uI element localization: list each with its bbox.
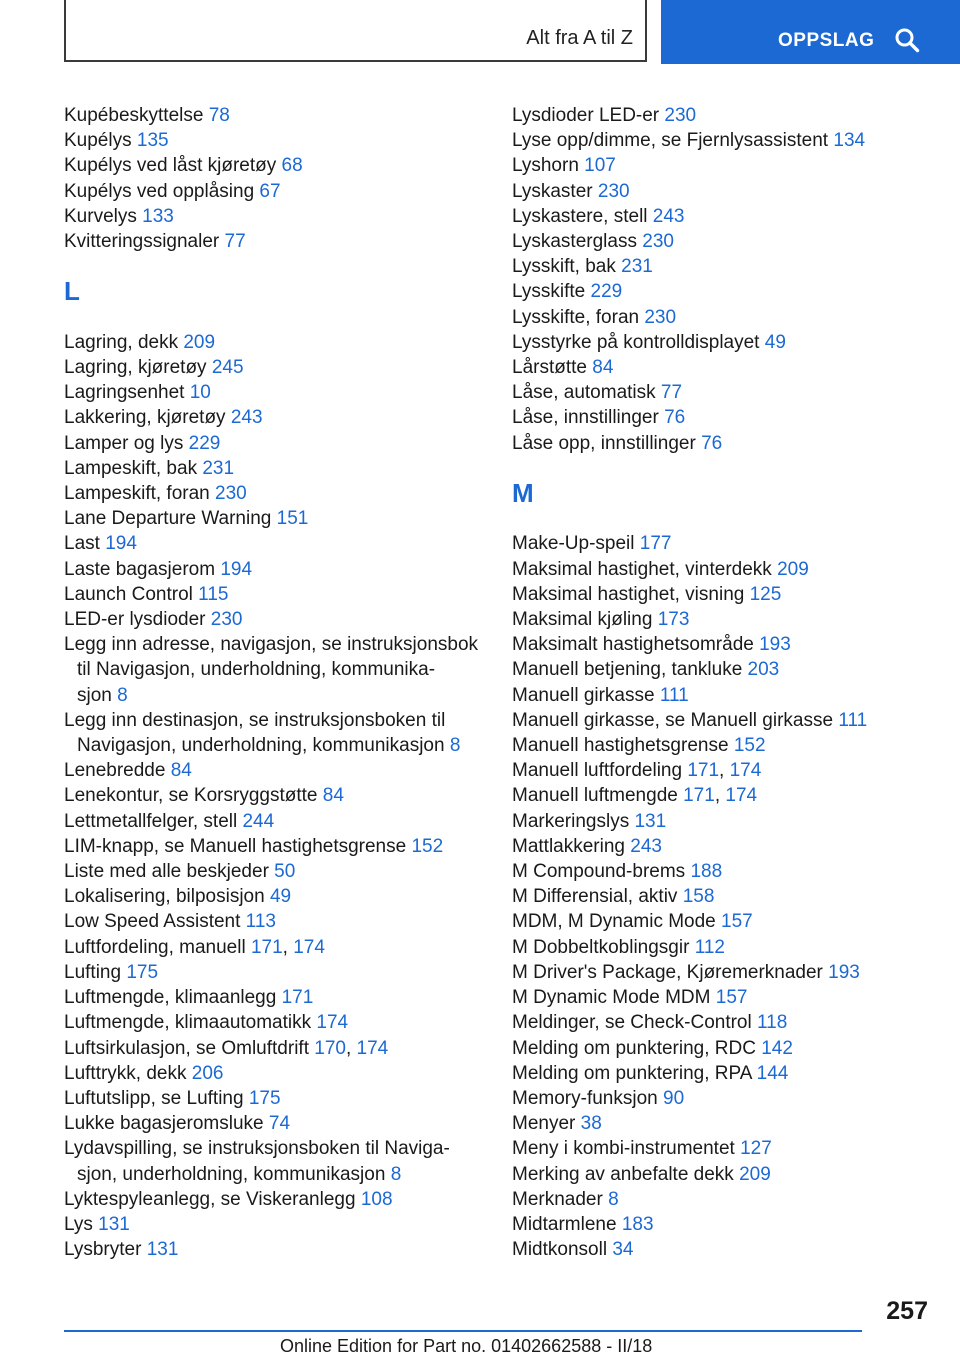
index-entry-term: Manuell girkasse, se Manuell girkasse (512, 709, 839, 731)
index-entry-term: Manuell luftfordeling (512, 760, 688, 782)
index-entry (512, 708, 942, 733)
index-entry (512, 632, 942, 657)
index-entry (512, 1036, 942, 1061)
index-entry-term: Make-Up-speil (512, 533, 640, 555)
index-entry (512, 1111, 942, 1136)
index-entry (512, 582, 942, 607)
page-link[interactable]: 183 (621, 1213, 654, 1235)
page-link[interactable]: 68 (281, 155, 303, 177)
index-entry-term: Maksimal kjøling (512, 609, 658, 631)
page-link[interactable]: 209 (739, 1163, 771, 1185)
index-entry (64, 1187, 494, 1212)
page-link[interactable]: 158 (682, 886, 715, 908)
index-entry-term: Kupélys ved opplåsing (64, 180, 260, 202)
index-entry (512, 128, 942, 153)
page-link[interactable]: 142 (761, 1037, 793, 1059)
page-link[interactable]: 175 (248, 1087, 281, 1109)
page-link[interactable]: 174 (356, 1037, 389, 1059)
page-link[interactable]: 171 (687, 760, 720, 782)
index-entry (64, 1237, 494, 1262)
page-link[interactable]: 76 (701, 432, 723, 454)
page-link[interactable]: 171 (250, 936, 283, 958)
index-entry (64, 380, 494, 405)
index-entry-term: Kupélys ved låst kjøretøy (64, 155, 282, 177)
index-entry (64, 1212, 494, 1237)
index-entry (512, 355, 942, 380)
index-entry (64, 809, 494, 834)
index-entry-term: Midtkonsoll (512, 1239, 613, 1261)
index-entry (512, 1086, 942, 1111)
index-entry-term: Lyskasterglass (512, 231, 643, 253)
page-link[interactable]: 171 (281, 987, 314, 1009)
index-entry-term: Lyktespyleanlegg, se Viskeranlegg (64, 1188, 361, 1210)
index-entry (64, 506, 494, 531)
index-entry-term: Laste bagasjerom (64, 558, 221, 580)
index-entry (64, 204, 494, 229)
page-link[interactable]: 111 (659, 684, 689, 706)
page-link[interactable]: 229 (590, 281, 623, 303)
page-link[interactable]: 243 (652, 205, 685, 227)
index-entry-term: MDM, M Dynamic Mode (512, 911, 722, 933)
page-link[interactable]: 170 (314, 1037, 346, 1059)
page-link[interactable]: 231 (621, 256, 653, 278)
index-entry-term: Lenebredde (64, 760, 171, 782)
page-link[interactable]: 244 (242, 810, 275, 832)
page-link[interactable]: 67 (259, 180, 281, 202)
page-link[interactable]: 78 (208, 105, 230, 126)
index-entry (512, 229, 942, 254)
page-link[interactable]: 230 (597, 180, 630, 202)
index-entry (64, 582, 494, 607)
index-entry (512, 153, 942, 178)
index-entry (64, 632, 494, 708)
index-entry-term: M Dynamic Mode MDM (512, 987, 716, 1009)
page-number: 257 (886, 1297, 928, 1325)
index-entry (512, 809, 942, 834)
index-entry (64, 1136, 494, 1186)
page-link[interactable]: 49 (269, 886, 292, 908)
page-link[interactable]: 8 (449, 735, 461, 757)
index-entry-term: Lampeskift, bak (64, 457, 203, 479)
index-entry (64, 1086, 494, 1111)
index-entry-term: M Driver's Package, Kjøremerknader (512, 961, 829, 983)
index-entry (512, 1162, 942, 1187)
index-entry (64, 758, 494, 783)
page-link[interactable]: 111 (838, 709, 868, 731)
index-entry (512, 607, 942, 632)
index-entry-term: Lagring, kjøretøy (64, 357, 212, 379)
page-link[interactable]: 157 (721, 911, 753, 933)
index-letter-heading: M (512, 477, 534, 508)
index-entry (64, 531, 494, 556)
index-entry-term: Lagringsenhet (64, 382, 190, 404)
page-link[interactable]: 8 (117, 684, 128, 706)
page-link[interactable]: 245 (211, 357, 244, 379)
page-link[interactable]: 134 (833, 130, 866, 152)
index-entry-term: Lenekontur, se Korsryggstøtte (64, 785, 323, 807)
index-entry (512, 884, 942, 909)
index-entry (64, 431, 494, 456)
index-entry (512, 960, 942, 985)
index-entry-term: LED-er lysdioder (64, 609, 211, 631)
index-entry (64, 153, 494, 178)
page-link[interactable]: 107 (584, 155, 616, 177)
index-entry-term: Kurvelys (64, 205, 143, 227)
page-link[interactable]: 50 (274, 861, 296, 883)
index-entry-term: Lufttrykk, dekk (64, 1062, 192, 1084)
page-link[interactable]: 135 (136, 130, 169, 152)
index-entry (512, 1187, 942, 1212)
index-entry-term: Låse opp, innstillinger (512, 432, 702, 454)
index-entry-term: M Dobbeltkoblingsgir (512, 936, 695, 958)
index-entry-term: Lane Departure Warning (64, 508, 277, 530)
index-entry (64, 1111, 494, 1136)
index-entry-term: Lagring, dekk (64, 331, 184, 353)
page-link[interactable]: 152 (733, 735, 766, 757)
index-entry-term: Lokalisering, bilposisjon (64, 886, 270, 908)
index-entry-term: Melding om punktering, RPA (512, 1062, 757, 1084)
index-entry-term: LIM-knapp, se Manuell hastighetsgrense (64, 835, 412, 857)
index-entry-term: Låse, automatisk (512, 382, 661, 404)
index-entry-term: Lysbryter (64, 1239, 147, 1261)
page-link[interactable]: 193 (759, 634, 791, 656)
index-entry (512, 103, 942, 128)
index-entry-term: Lamper og lys (64, 432, 189, 454)
page-link[interactable]: 175 (126, 961, 159, 983)
index-entry-term: Legg inn destinasjon, se instruksjonsboken til Navigasjon, underholdning, kommunikasjon (64, 709, 446, 757)
page-link[interactable]: 188 (690, 861, 723, 883)
page-link[interactable]: 131 (98, 1213, 130, 1235)
page-link[interactable]: 77 (660, 382, 683, 404)
index-entry-term: Lyskaster (512, 180, 598, 202)
index-column-right (512, 103, 942, 1262)
index-entry (512, 1061, 942, 1086)
page-link[interactable]: 84 (170, 760, 192, 782)
page-link[interactable]: 194 (105, 533, 137, 555)
page-link[interactable]: 174 (729, 760, 762, 782)
index-entry (64, 456, 494, 481)
section-tab[interactable] (661, 0, 960, 64)
index-entry-term: Manuell luftmengde (512, 785, 684, 807)
page-link[interactable]: 243 (230, 407, 263, 429)
index-entry (512, 557, 942, 582)
index-entry: Luftfordeling, manuell 171, 174 (64, 936, 325, 958)
index-entry-term: Lufting (64, 961, 127, 983)
index-entry-term: Luftfordeling, manuell (64, 936, 251, 958)
index-entry-term: Manuell girkasse (512, 684, 660, 706)
index-entry (512, 683, 942, 708)
index-entry-term: Markeringslys (512, 810, 635, 832)
index-entry-term: Melding om punktering, RDC (512, 1037, 762, 1059)
index-entry (64, 330, 494, 355)
page-link[interactable]: 174 (725, 785, 758, 807)
page-link[interactable]: 206 (191, 1062, 224, 1084)
index-entry-term: Lysskifte, foran (512, 306, 645, 328)
index-entry (64, 985, 494, 1010)
index-entry-term: Maksimalt hastighetsområde (512, 634, 760, 656)
index-entry-term: Launch Control (64, 583, 199, 605)
index-entry-term: Legg inn adresse, navigasjon, se instruksjonsbok til Navigasjon, underholdning, kommunika- sjon (64, 634, 479, 706)
index-entry-term: M Differensial, aktiv (512, 886, 683, 908)
page-link[interactable]: 203 (747, 659, 780, 681)
page-link[interactable]: 112 (694, 936, 725, 958)
page-link[interactable]: 174 (316, 1012, 349, 1034)
page-link[interactable]: 174 (293, 936, 325, 958)
page-link[interactable]: 34 (612, 1239, 634, 1261)
index-entry (512, 330, 942, 355)
index-entry-term: Luftmengde, klimaautomatikk (64, 1012, 317, 1034)
footer-divider (64, 1330, 862, 1332)
index-entry (64, 481, 494, 506)
page-link[interactable]: 151 (276, 508, 309, 530)
index-entry-term: Lyse opp/dimme, se Fjernlysassistent (512, 130, 834, 152)
page-link[interactable]: 230 (642, 231, 674, 253)
index-entry-term: Lysskifte (512, 281, 591, 303)
index-entry (64, 607, 494, 632)
index-entry-term: Luftsirkulasjon, se Omluftdrift (64, 1037, 315, 1059)
page-link[interactable]: 171 (683, 785, 715, 807)
search-icon[interactable] (894, 27, 920, 53)
index-entry-term: Mattlakkering (512, 835, 631, 857)
index-entry (64, 1061, 494, 1086)
page-link[interactable]: 230 (210, 609, 243, 631)
index-entry-term: Lydavspilling, se instruksjonsboken til Naviga- sjon, underholdning, kommunikasjon (64, 1138, 450, 1185)
page-link[interactable]: 90 (663, 1087, 685, 1109)
index-entry-term: Kupébeskyttelse (64, 105, 209, 126)
page-link[interactable]: 84 (592, 357, 614, 379)
index-entry (512, 1010, 942, 1035)
index-entry-term: Menyer (512, 1113, 581, 1135)
index-entry-term: Lampeskift, foran (64, 483, 216, 505)
edition-footer: Online Edition for Part no. 01402662588 - II/18 (280, 1336, 653, 1356)
index-entry (512, 909, 942, 934)
page-link[interactable]: 177 (639, 533, 672, 555)
page-link[interactable]: 231 (202, 457, 235, 479)
index-entry (512, 204, 942, 229)
page-link[interactable]: 118 (757, 1012, 788, 1034)
index-entry (64, 834, 494, 859)
index-entry-term: Midtarmlene (512, 1213, 622, 1235)
index-entry (64, 708, 494, 758)
index-entry-term: Lysskift, bak (512, 256, 622, 278)
index-entry-term: Luftutslipp, se Lufting (64, 1087, 249, 1109)
page-link[interactable]: 38 (580, 1113, 602, 1135)
index-entry-term: Maksimal hastighet, visning (512, 583, 750, 605)
page-link[interactable]: 113 (245, 911, 276, 933)
page-link[interactable]: 230 (664, 105, 697, 126)
index-entry (64, 1010, 494, 1035)
index-entry (64, 909, 494, 934)
index-entry-term: Last (64, 533, 106, 555)
index-entry (512, 859, 942, 884)
index-column-left (64, 103, 494, 1262)
page-link[interactable]: 8 (608, 1188, 619, 1210)
chapter-tab[interactable] (64, 0, 647, 62)
index-letter-heading: L (64, 276, 80, 307)
index-entry-term: Lettmetallfelger, stell (64, 810, 243, 832)
index-entry (64, 229, 494, 254)
page-link[interactable]: 84 (322, 785, 344, 807)
index-entry-term: Lukke bagasjeromsluke (64, 1113, 269, 1135)
page-link[interactable]: 173 (657, 609, 690, 631)
index-entry-term: Kvitteringssignaler (64, 231, 225, 253)
index-entry: Manuell luftfordeling 171, 174 (512, 760, 762, 782)
page-link[interactable]: 133 (142, 205, 174, 227)
page-link[interactable]: 76 (664, 407, 686, 429)
index-entry: Manuell luftmengde 171, 174 (512, 785, 758, 807)
page-link[interactable]: 230 (644, 306, 677, 328)
index-entry (64, 960, 494, 985)
index-entry-term: Manuell hastighetsgrense (512, 735, 734, 757)
page-link[interactable]: 243 (630, 835, 662, 857)
index-entry (512, 179, 942, 204)
page-link[interactable]: 144 (756, 1062, 789, 1084)
index-entry (512, 733, 942, 758)
page-link[interactable]: 229 (188, 432, 221, 454)
index-entry-term: Lårstøtte (512, 357, 593, 379)
page-link[interactable]: 125 (749, 583, 782, 605)
page-link[interactable]: 152 (411, 835, 444, 857)
page-link[interactable]: 127 (740, 1138, 772, 1160)
chapter-tab-label: Alt fra A til Z (526, 27, 633, 49)
index-entry-term: Memory-funksjon (512, 1087, 663, 1109)
index-entry: Luftsirkulasjon, se Omluftdrift 170, 174 (64, 1037, 389, 1059)
page-link[interactable]: 157 (715, 987, 748, 1009)
index-entry (64, 355, 494, 380)
index-entry (512, 657, 942, 682)
index-entry-term: Lysdioder LED-er (512, 105, 665, 126)
index-entry (64, 179, 494, 204)
index-entry-term: Liste med alle beskjeder (64, 861, 275, 883)
index-entry-term: Merking av anbefalte dekk (512, 1163, 740, 1185)
page-link[interactable]: 131 (146, 1239, 179, 1261)
index-entry-term: Low Speed Assistent (64, 911, 246, 933)
index-entry (512, 935, 942, 960)
page-link[interactable]: 194 (220, 558, 253, 580)
index-entry (64, 557, 494, 582)
page-link[interactable]: 193 (828, 961, 860, 983)
index-entry (512, 380, 942, 405)
index-entry (512, 431, 942, 456)
index-entry (512, 834, 942, 859)
page-link[interactable]: 8 (390, 1163, 402, 1185)
index-entry (512, 1237, 942, 1262)
index-entry-term: Manuell betjening, tankluke (512, 659, 748, 681)
page-link[interactable]: 77 (224, 231, 246, 253)
section-tab-label: OPPSLAG (778, 30, 875, 51)
index-entry-term: Lakkering, kjøretøy (64, 407, 231, 429)
page-link[interactable]: 108 (360, 1188, 393, 1210)
page-link[interactable]: 230 (215, 483, 247, 505)
page-link[interactable]: 131 (634, 810, 667, 832)
index-entry (64, 884, 494, 909)
index-entry-term: Merknader (512, 1188, 609, 1210)
index-entry (512, 305, 942, 330)
index-entry-term: Lyskastere, stell (512, 205, 653, 227)
index-entry (512, 1212, 942, 1237)
index-entry-term: Luftmengde, klimaanlegg (64, 987, 282, 1009)
index-entry-term: Lysstyrke på kontrolldisplayet (512, 331, 765, 353)
index-entry-term: Låse, innstillinger (512, 407, 665, 429)
index-entry-term: Lyshorn (512, 155, 585, 177)
index-entry (64, 783, 494, 808)
index-entry (512, 531, 942, 556)
index-entry (64, 405, 494, 430)
index-entry (64, 128, 494, 153)
index-entry-term: Meldinger, se Check-Control (512, 1012, 757, 1034)
index-entry-term: Lys (64, 1213, 99, 1235)
page-link[interactable]: 115 (198, 583, 229, 605)
index-entry (512, 279, 942, 304)
index-entry-term: Meny i kombi-instrumentet (512, 1138, 741, 1160)
page-link[interactable]: 209 (777, 558, 809, 580)
index-entry-term: M Compound-brems (512, 861, 691, 883)
index-entry (64, 103, 494, 128)
index-entry-term: Maksimal hastighet, vinterdekk (512, 558, 778, 580)
index-entry (512, 985, 942, 1010)
page-link[interactable]: 74 (268, 1113, 291, 1135)
index-entry (512, 405, 942, 430)
index-entry (512, 254, 942, 279)
index-entry (64, 859, 494, 884)
index-entry (512, 1136, 942, 1161)
page-link[interactable]: 49 (764, 331, 786, 353)
index-entry-term: Kupélys (64, 130, 137, 152)
page-link[interactable]: 209 (183, 331, 216, 353)
page-link[interactable]: 10 (189, 382, 211, 404)
